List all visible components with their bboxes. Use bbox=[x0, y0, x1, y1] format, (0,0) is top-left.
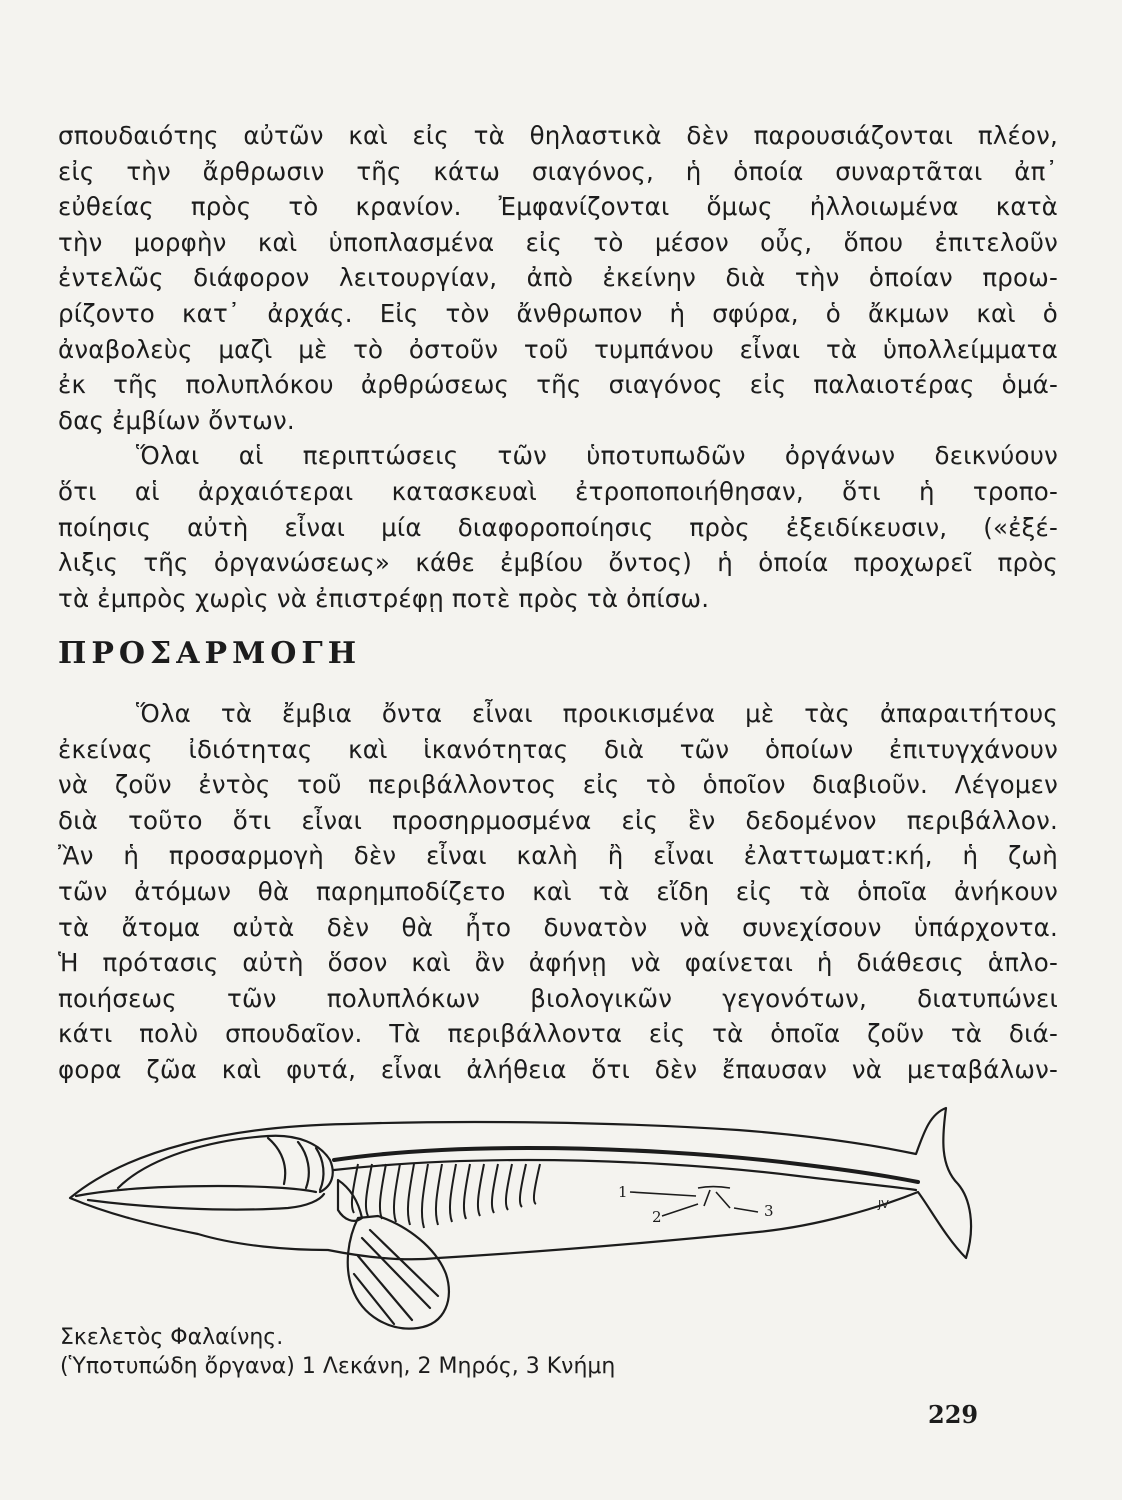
text-line: ἐκ τῆς πολυπλόκου ἀρθρώσεως τῆς σιαγόνος εἰς παλαιοτέρας ὁμά- bbox=[58, 370, 1058, 400]
whale-rib bbox=[506, 1164, 512, 1210]
text-line: ἐκείνας ἰδιότητας καὶ ἱκανότητας διὰ τῶν ὁποίων ἐπιτυγχάνουν bbox=[58, 734, 1058, 764]
whale-rib bbox=[464, 1164, 470, 1219]
text-line: ἀναβολεὺς μαζὶ μὲ τὸ ὀστοῦν τοῦ τυμπάνου εἶναι τὰ ὑπολλείμματα bbox=[58, 334, 1058, 364]
whale-mouth-line bbox=[76, 1186, 316, 1196]
whale-spine bbox=[334, 1148, 918, 1182]
section-heading: ΠΡΟΣΑΡΜΟΓΗ bbox=[58, 636, 362, 671]
vestigial-femur bbox=[704, 1190, 710, 1206]
whale-body-outline bbox=[70, 1108, 971, 1259]
whale-rib bbox=[450, 1164, 456, 1222]
text-line: εὐθείας πρὸς τὸ κρανίον. Ἐμφανίζονται ὅμως ἠλλοιωμένα κατὰ bbox=[58, 192, 1058, 222]
whale-rib bbox=[492, 1164, 498, 1213]
figure-caption bbox=[60, 1323, 615, 1381]
text-line: εἰς τὴν ἄρθρωσιν τῆς κάτω σιαγόνος, ἡ ὁποία συναρτᾶται ἀπ᾽ bbox=[58, 156, 1058, 186]
whale-rib bbox=[478, 1164, 484, 1216]
illustrator-signature: JV bbox=[878, 1198, 889, 1211]
figure-label-1: 1 bbox=[618, 1183, 628, 1201]
text-line: ποιήσεως τῶν πολυπλόκων βιολογικῶν γεγονότων, διατυπώνει bbox=[58, 983, 1058, 1013]
text-line: Ὅλα τὰ ἔμβια ὄντα εἶναι προικισμένα μὲ τὰς ἀπαραιτήτους bbox=[136, 699, 1058, 728]
text-line: λιξις τῆς ὀργανώσεως» κάθε ἐμβίου ὄντος) ἡ ὁποία προχωρεῖ πρὸς bbox=[58, 548, 1058, 578]
whale-rib bbox=[366, 1164, 372, 1216]
text-line: δας ἐμβίων ὄντων. bbox=[58, 405, 295, 435]
text-line: διὰ τοῦτο ὅτι εἶναι προσηρμοσμένα εἰς ἓν δεδομένον περιβάλλον. bbox=[58, 805, 1058, 835]
whale-flipper bbox=[348, 1216, 449, 1329]
whale-rib bbox=[394, 1164, 400, 1222]
text-line: ποίησις αὐτὴ εἶναι μία διαφοροποίησις πρὸς ἐξειδίκευσιν, («ἐξέ- bbox=[58, 512, 1058, 542]
text-line: σπουδαιότης αὐτῶν καὶ εἰς τὰ θηλαστικὰ δὲν παρουσιάζονται πλέον, bbox=[58, 121, 1058, 150]
whale-rib bbox=[436, 1164, 442, 1225]
text-line: Ἡ πρότασις αὐτὴ ὅσον καὶ ἂν ἀφήνῃ νὰ φαίνεται ἡ διάθεσις ἁπλο- bbox=[58, 948, 1058, 978]
figure-label-2: 2 bbox=[652, 1208, 662, 1226]
figure-label-3: 3 bbox=[764, 1202, 774, 1220]
text-line: ὅτι αἱ ἀρχαιότεραι κατασκευαὶ ἐτροποποιήθησαν, ὅτι ἡ τροπο- bbox=[58, 476, 1058, 506]
whale-rib bbox=[534, 1164, 540, 1204]
body-text-adaptation bbox=[58, 696, 1058, 1088]
text-line: φορα ζῶα καὶ φυτά, εἶναι ἀλήθεια ὅτι δὲν ἔπαυσαν νὰ μεταβάλων- bbox=[58, 1054, 1058, 1084]
whale-rib bbox=[520, 1164, 526, 1207]
body-text-top bbox=[58, 118, 1058, 616]
text-line: τὰ ἐμπρὸς χωρὶς νὰ ἐπιστρέφῃ ποτὲ πρὸς τὰ ὀπίσω. bbox=[58, 583, 710, 613]
text-line: Ἂν ἡ προσαρμογὴ δὲν εἶναι καλὴ ἢ εἶναι ἐλαττωματ:κή, ἡ ζωὴ bbox=[58, 841, 1058, 871]
caption-title: Σκελετὸς Φαλαίνης. bbox=[60, 1325, 284, 1350]
whale-lower-jaw bbox=[88, 1194, 324, 1210]
text-line: ρίζοντο κατ᾽ ἀρχάς. Εἰς τὸν ἄνθρωπον ἡ σφύρα, ὁ ἄκμων καὶ ὁ bbox=[58, 298, 1058, 328]
text-line: Ὅλαι αἱ περιπτώσεις τῶν ὑποτυπωδῶν ὀργάνων δεικνύουν bbox=[136, 441, 1058, 471]
text-line: ἐντελῶς διάφορον λειτουργίαν, ἀπὸ ἐκείνην διὰ τὴν ὁποίαν προω- bbox=[58, 263, 1058, 293]
whale-rib bbox=[422, 1164, 428, 1228]
page-number: 229 bbox=[928, 1400, 979, 1429]
text-line: τῶν ἀτόμων θὰ παρημποδίζετο καὶ τὰ εἴδη εἰς τὰ ὁποῖα ἀνήκουν bbox=[58, 876, 1058, 906]
text-line: τὴν μορφὴν καὶ ὑποπλασμένα εἰς τὸ μέσον οὖς, ὅπου ἐπιτελοῦν bbox=[58, 227, 1058, 257]
text-line: τὰ ἄτομα αὐτὰ δὲν θὰ ἦτο δυνατὸν νὰ συνεχίσουν ὑπάρχοντα. bbox=[58, 912, 1058, 942]
caption-legend: (Ὑποτυπώδη ὄργανα) 1 Λεκάνη, 2 Μηρός, 3 Κνήμη bbox=[60, 1354, 616, 1379]
vestigial-tibia bbox=[716, 1192, 730, 1208]
whale-skeleton-illustration bbox=[58, 1088, 978, 1338]
whale-rib bbox=[380, 1164, 386, 1219]
text-line: νὰ ζοῦν ἐντὸς τοῦ περιβάλλοντος εἰς τὸ ὁποῖον διαβιοῦν. Λέγομεν bbox=[58, 770, 1058, 800]
text-line: κάτι πολὺ σπουδαῖον. Τὰ περιβάλλοντα εἰς τὰ ὁποῖα ζοῦν τὰ διά- bbox=[58, 1019, 1058, 1049]
whale-rib bbox=[408, 1164, 414, 1225]
vestigial-pelvis bbox=[698, 1187, 730, 1189]
